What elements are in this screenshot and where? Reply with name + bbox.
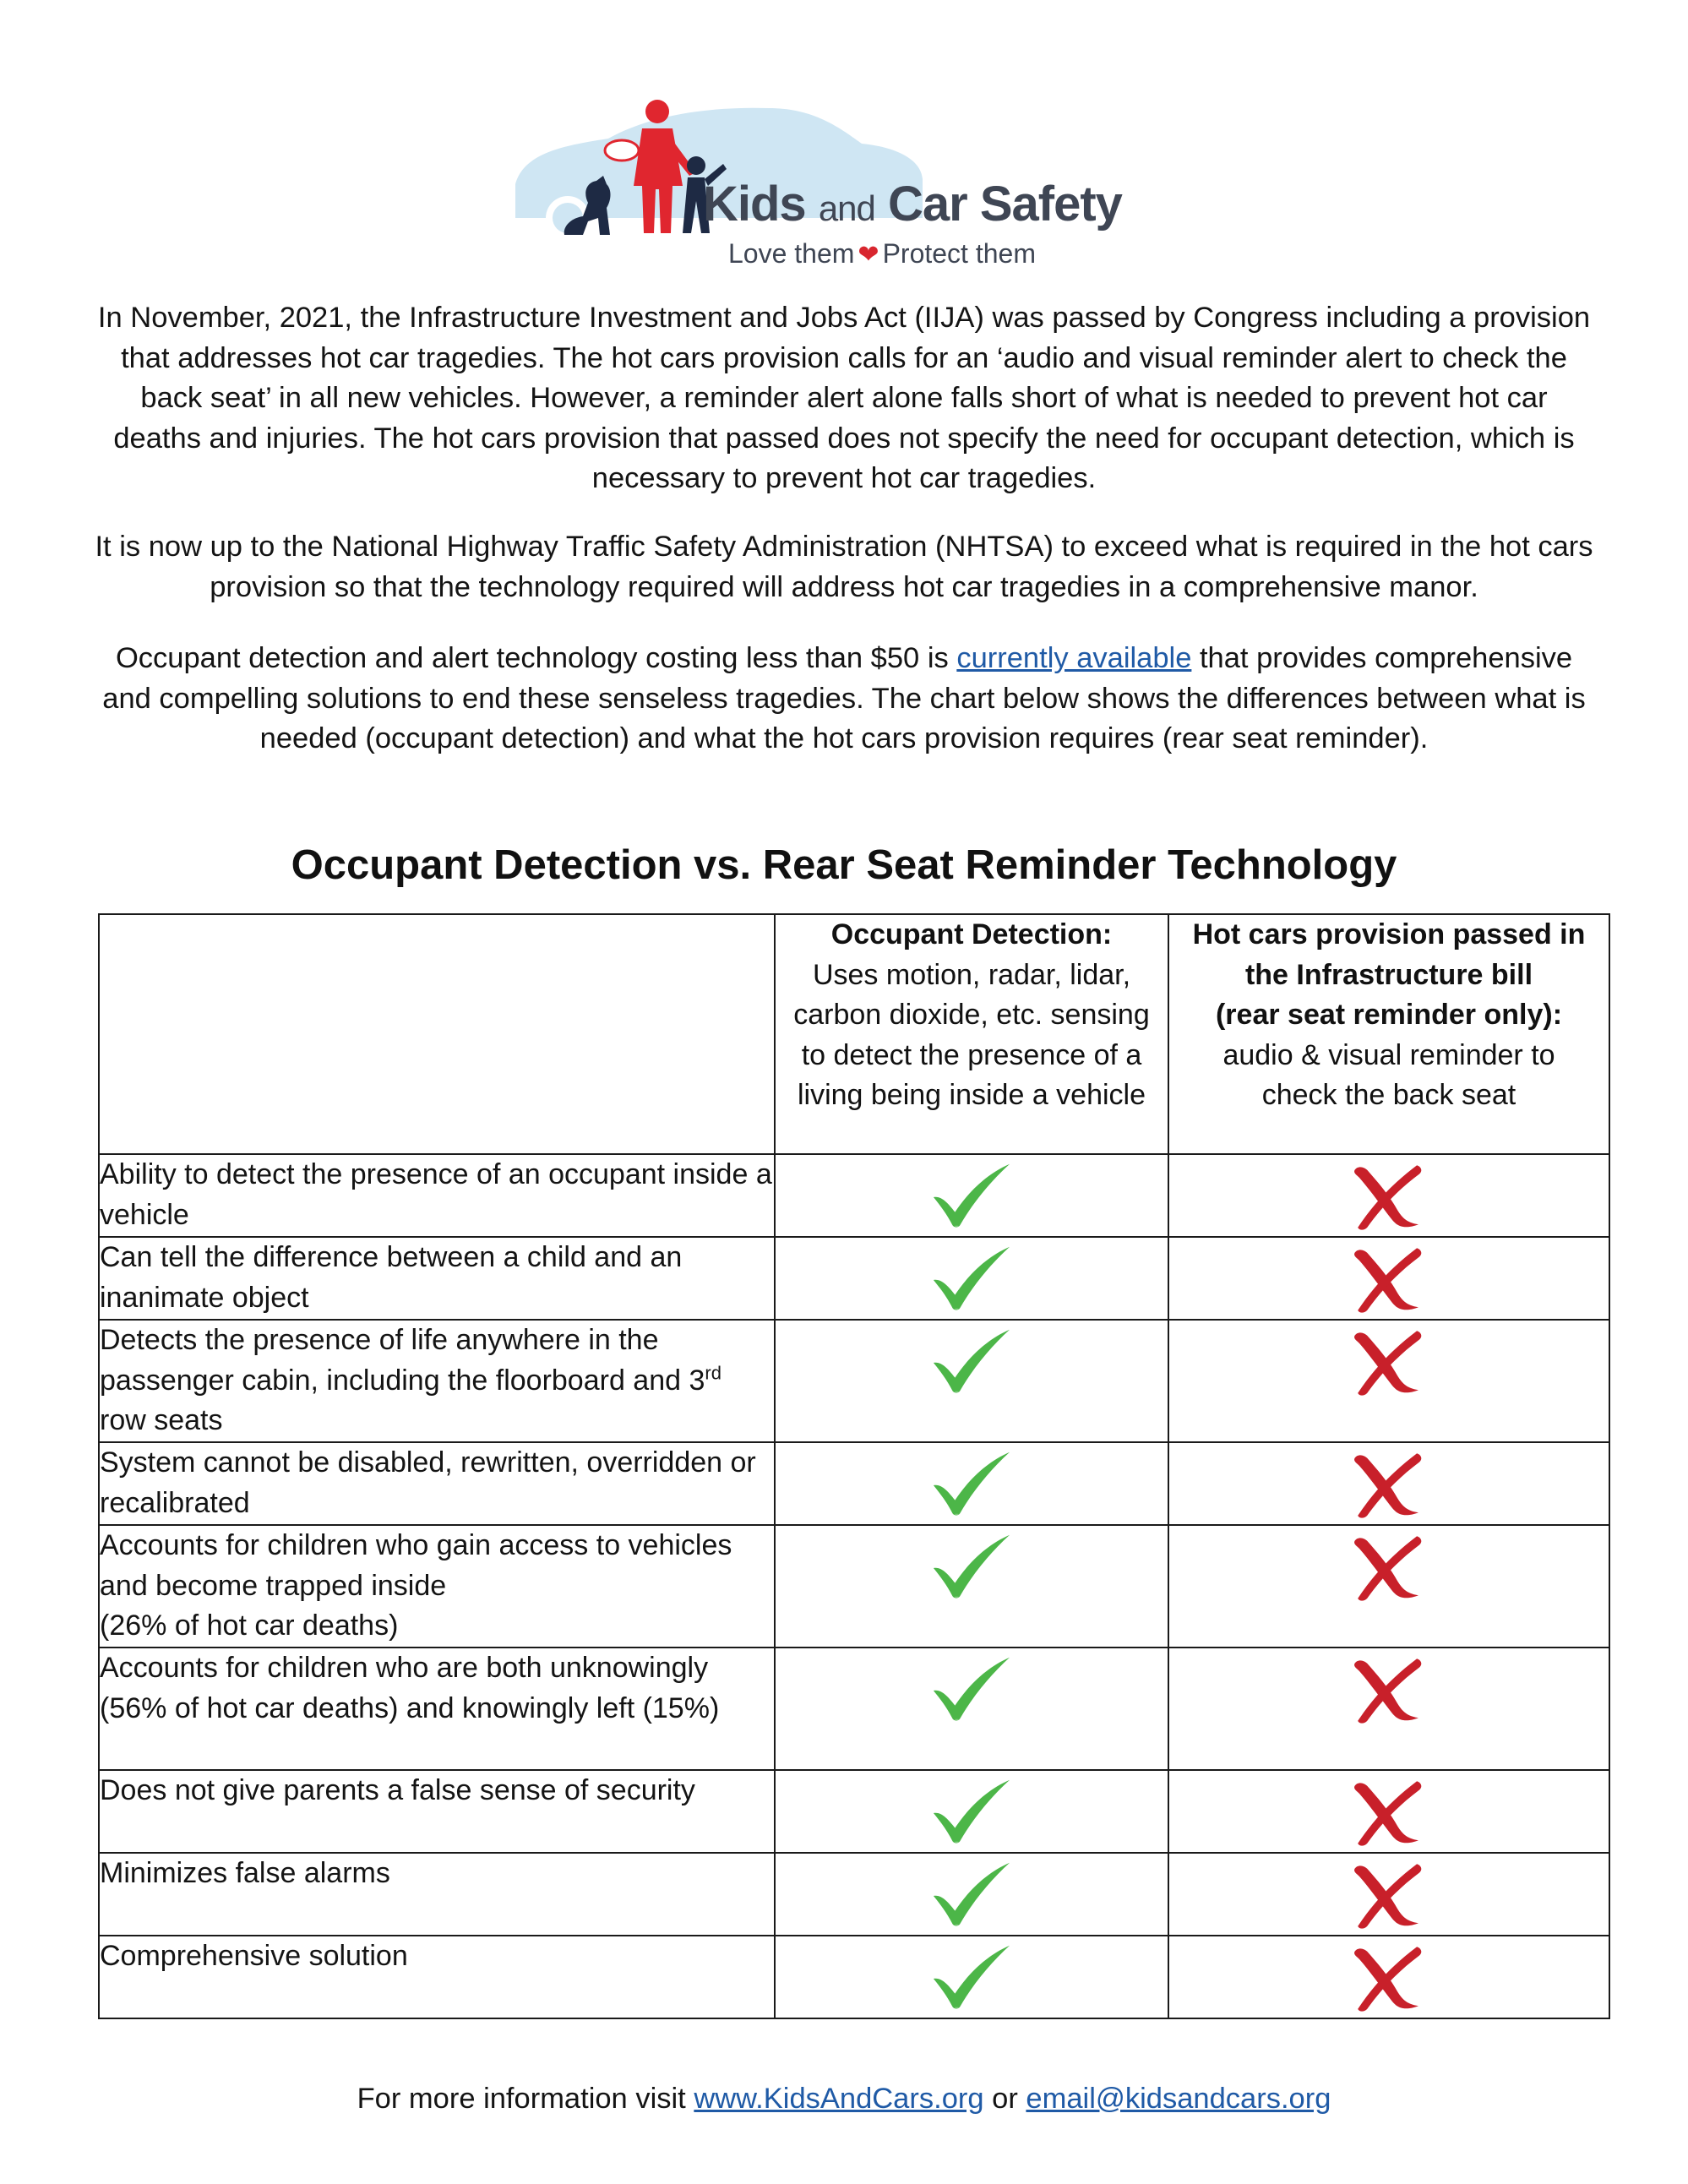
feature-superscript: rd <box>705 1362 721 1384</box>
table-row <box>99 1320 1609 1442</box>
feature-cell: Accounts for children who are both unknowingly (56% of hot car deaths) and knowingly left (15%) <box>99 1648 775 1770</box>
comparison-table <box>98 913 1610 2019</box>
rear-seat-reminder-cell <box>1168 1442 1609 1525</box>
comparison-title: Occupant Detection vs. Rear Seat Reminder Technology <box>291 842 1397 888</box>
check-icon <box>930 1778 1013 1845</box>
table-header-row <box>99 914 1609 1154</box>
intro-paragraph-2: It is now up to the National Highway Traffic Safety Administration (NHTSA) to exceed what is required in the hot cars provision so that the technology required will address hot car tragedies in a comprehensive manor. <box>95 531 1593 603</box>
adult-head-icon <box>645 100 669 123</box>
intro-paragraph-1: In November, 2021, the Infrastructure Investment and Jobs Act (IIJA) was passed by Congress including a provision that addresses hot car tragedies. The hot cars provision calls for an ‘audio and visual reminder alert to check the back seat’ in all new vehicles. However, a reminder alert alone falls short of what is needed to prevent hot car deaths and injuries. The hot cars provision that passed does not specify the need for occupant detection, which is necessary to prevent hot car tragedies. <box>97 302 1591 494</box>
rear-seat-reminder-cell <box>1168 1320 1609 1442</box>
tagline-protect-them: Protect them <box>882 238 1036 269</box>
rear-seat-reminder-cell <box>1168 1936 1609 2018</box>
occupant-detection-cell <box>775 1770 1168 1853</box>
logo-word-and: and <box>818 188 875 228</box>
feature-cell: System cannot be disabled, rewritten, overridden or recalibrated <box>99 1442 775 1525</box>
check-icon <box>930 1860 1013 1928</box>
occupant-detection-cell <box>775 1525 1168 1648</box>
feature-text: Detects the presence of life anywhere in the passenger cabin, including the floorboard and 3 <box>100 1324 705 1397</box>
header-occupant-detection <box>775 914 1168 1154</box>
feature-cell: Does not give parents a false sense of security <box>99 1770 775 1853</box>
x-icon <box>1350 1162 1428 1233</box>
header-rear-seat-reminder <box>1168 914 1609 1154</box>
header-feature-cell <box>99 914 775 1154</box>
rear-seat-reminder-cell <box>1168 1154 1609 1237</box>
occupant-detection-cell <box>775 1853 1168 1936</box>
occupant-detection-cell <box>775 1936 1168 2018</box>
x-icon <box>1350 1244 1428 1315</box>
hot-cars-heading-line-3: (rear seat reminder only): <box>1215 999 1563 1031</box>
baby-icon <box>605 140 639 161</box>
table-row <box>99 1525 1609 1648</box>
feature-cell <box>99 1525 775 1648</box>
table-row <box>99 1237 1609 1320</box>
heart-icon: ❤ <box>858 241 879 269</box>
rear-seat-reminder-cell <box>1168 1648 1609 1770</box>
feature-cell <box>99 1320 775 1442</box>
footer-joiner: or <box>983 2083 1026 2115</box>
check-icon <box>930 1327 1013 1395</box>
currently-available-link[interactable]: currently available <box>956 642 1192 674</box>
p3-text-before: Occupant detection and alert technology costing less than $50 is <box>115 642 957 674</box>
logo-wordmark <box>703 176 1122 232</box>
feature-cell: Can tell the difference between a child and an inanimate object <box>99 1237 775 1320</box>
x-icon <box>1350 1533 1428 1604</box>
rear-seat-reminder-cell <box>1168 1237 1609 1320</box>
p3-text-after: that provides comprehensive and compelling solutions to end these senseless tragedies. The chart below shows the differences between what is needed (occupant detection) and what the hot cars provision requires (rear seat reminder). <box>102 642 1586 754</box>
tagline-love-them: Love them <box>728 238 855 269</box>
email-link[interactable]: email@kidsandcars.org <box>1026 2083 1331 2115</box>
intro-paragraph-3 <box>93 639 1595 760</box>
footer-contact <box>0 2083 1688 2116</box>
logo-tagline <box>728 238 1036 270</box>
occupant-detection-description: Uses motion, radar, lidar, carbon dioxide, etc. sensing to detect the presence of a living being inside a vehicle <box>793 958 1150 1111</box>
feature-cell: Comprehensive solution <box>99 1936 775 2018</box>
occupant-detection-cell <box>775 1648 1168 1770</box>
footer-text: For more information visit <box>357 2083 694 2115</box>
check-icon <box>930 1655 1013 1723</box>
kidsandcars-website-link[interactable]: www.KidsAndCars.org <box>694 2083 984 2115</box>
occupant-detection-cell <box>775 1442 1168 1525</box>
logo-word-kids: Kids <box>703 177 806 231</box>
occupant-detection-cell <box>775 1237 1168 1320</box>
table-row <box>99 1853 1609 1936</box>
hot-cars-heading-line-1: Hot cars provision passed in <box>1192 918 1586 950</box>
hot-cars-heading-line-2: the Infrastructure bill <box>1244 958 1533 991</box>
x-icon <box>1350 1943 1428 2014</box>
table-row <box>99 1648 1609 1770</box>
check-icon <box>930 1943 1013 2011</box>
check-icon <box>930 1450 1013 1517</box>
feature-cell: Minimizes false alarms <box>99 1853 775 1936</box>
x-icon <box>1350 1860 1428 1931</box>
table-row <box>99 1442 1609 1525</box>
check-icon <box>930 1533 1013 1600</box>
feature-text: Accounts for children who gain access to vehicles and become trapped inside <box>100 1529 732 1602</box>
rear-seat-reminder-cell <box>1168 1770 1609 1853</box>
rear-seat-reminder-description: audio & visual reminder to check the back seat <box>1222 1038 1555 1111</box>
check-icon <box>930 1162 1013 1229</box>
occupant-detection-cell <box>775 1154 1168 1237</box>
logo-word-car-safety: Car Safety <box>888 177 1122 231</box>
x-icon <box>1350 1450 1428 1521</box>
x-icon <box>1350 1778 1428 1849</box>
feature-cell: Ability to detect the presence of an occupant inside a vehicle <box>99 1154 775 1237</box>
feature-text-stat: (26% of hot car deaths) <box>100 1609 399 1642</box>
x-icon <box>1350 1655 1428 1726</box>
child-head-icon <box>687 156 705 175</box>
rear-seat-reminder-cell <box>1168 1525 1609 1648</box>
table-row <box>99 1154 1609 1237</box>
table-row <box>99 1936 1609 2018</box>
feature-text-end: row seats <box>100 1404 223 1436</box>
table-row <box>99 1770 1609 1853</box>
x-icon <box>1350 1327 1428 1398</box>
kids-and-car-safety-logo <box>515 91 1124 277</box>
check-icon <box>930 1244 1013 1312</box>
rear-seat-reminder-cell <box>1168 1853 1609 1936</box>
occupant-detection-cell <box>775 1320 1168 1442</box>
occupant-detection-heading: Occupant Detection: <box>830 918 1113 950</box>
